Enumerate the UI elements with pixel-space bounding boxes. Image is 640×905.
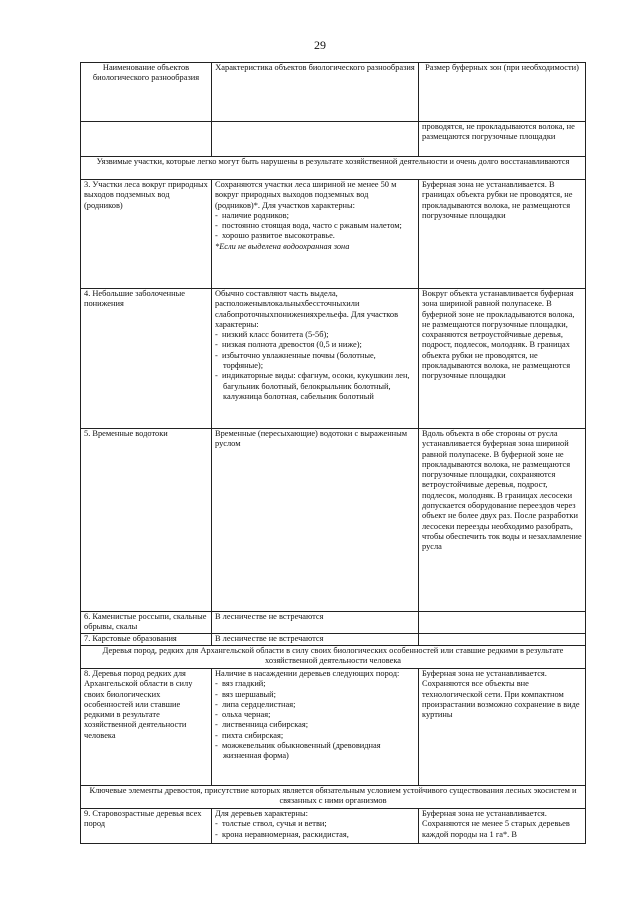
header-col-description: Характеристика объектов биологического разнообразия — [212, 63, 419, 122]
table-row-5 — [81, 429, 586, 612]
row3-buffer: Буферная зона не устанавливается. В границах объекта рубки не проводятся, не прокладываются волока, не размещаются погрузочные площадки — [419, 180, 586, 289]
row5-description: Временные (пересыхающие) водотоки с выраженным руслом — [212, 429, 419, 612]
row3-description — [212, 180, 419, 289]
table-header-row — [81, 63, 586, 122]
row6-name: 6. Каменистые россыпи, скальные обрывы, скалы — [81, 612, 212, 634]
row3-bullet-list — [215, 211, 415, 242]
list-item: - липа сердцелистная; — [215, 700, 415, 710]
header-col-name: Наименование объектов биологического разнообразия — [81, 63, 212, 122]
section-row-vulnerable — [81, 157, 586, 180]
biodiversity-table — [80, 62, 586, 844]
row8-desc-text: Наличие в насаждении деревьев следующих пород: — [215, 669, 400, 678]
row9-desc-text: Для деревьев характерны: — [215, 809, 308, 818]
list-item: - толстые ствол, сучья и ветви; — [215, 819, 415, 829]
list-item: - вяз шершавый; — [215, 690, 415, 700]
row4-desc-text: Обычно составляют часть выдела, расположенывлокальныхбессточныхили слабопроточныхпониженияхрельефа. Для участков характерны: — [215, 289, 399, 329]
row6-description: В лесничестве не встречаются — [212, 612, 419, 634]
table-row-6 — [81, 612, 586, 634]
row8-name: 8. Деревья пород редких для Архангельской области в силу своих биологических особенностей или ставшие редкими в результате хозяйственной деятельности человека — [81, 669, 212, 786]
list-item: - хорошо развитое высокотравье. — [215, 231, 415, 241]
row7-description: В лесничестве не встречаются — [212, 634, 419, 646]
row5-buffer: Вдоль объекта в обе стороны от русла устанавливается буферная зона шириной равной полупасеке. В буферной зоне не прокладываются волока, не размещаются погрузочные площадки, сохраняются ветроустойчивые деревья, подрост, подлесок, молодняк. В границах лесосеки допускается оборудование переездов через объект не более двух раз. После разработки лесосеки переезды необходимо разобрать, чтобы обеспечить ток воды и незахламление русла — [419, 429, 586, 612]
row8-description — [212, 669, 419, 786]
row8-buffer: Буферная зона не устанавливается. Сохраняются все объекты вне технологической сети. При компактном произрастании возможно сохранение в виде куртины — [419, 669, 586, 786]
row9-description — [212, 809, 419, 844]
row5-name: 5. Временные водотоки — [81, 429, 212, 612]
row4-description — [212, 289, 419, 429]
section-title-vulnerable: Уязвимые участки, которые легко могут быть нарушены в результате хозяйственной деятельности и очень долго восстанавливаются — [81, 157, 586, 180]
row9-bullet-list — [215, 819, 415, 840]
list-item: - можжевельник обыкновенный (древовидная жизненная форма) — [215, 741, 415, 762]
table-row-4 — [81, 289, 586, 429]
table-row-7 — [81, 634, 586, 646]
table-row-9 — [81, 809, 586, 844]
list-item: - наличие родников; — [215, 211, 415, 221]
row4-buffer: Вокруг объекта устанавливается буферная зона шириной равной полупасеке. В буферной зоне не прокладываются волока, не размещаются погрузочные площадки, сохраняются ветроустойчивые деревья, подрост, подлесок, молодняк. В границах объекта рубки не проводятся, не прокладываются волока, не размещаются погрузочные площадки — [419, 289, 586, 429]
table-row-continuation — [81, 122, 586, 157]
list-item: - избыточно увлажненные почвы (болотные, торфяные); — [215, 351, 415, 372]
row3-name: 3. Участки леса вокруг природных выходов подземных вод (родников) — [81, 180, 212, 289]
list-item: - ольха черная; — [215, 710, 415, 720]
row7-name: 7. Карстовые образования — [81, 634, 212, 646]
list-item: - вяз гладкий; — [215, 679, 415, 689]
row4-name: 4. Небольшие заболоченные понижения — [81, 289, 212, 429]
table-row-8 — [81, 669, 586, 786]
list-item: - крона неравномерная, раскидистая, — [215, 830, 415, 840]
row3-note: *Если не выделена водоохранная зона — [215, 241, 350, 251]
row4-bullet-list — [215, 330, 415, 402]
page-number: 29 — [314, 38, 326, 52]
row3-desc-text: Сохраняются участки леса шириной не менее 50 м вокруг природных выходов подземных вод (родников)*. Для участков характерны: — [215, 180, 397, 210]
header-col-buffer: Размер буферных зон (при необходимости) — [419, 63, 586, 122]
list-item: - низкий класс бонитета (5-5б); — [215, 330, 415, 340]
list-item: - постоянно стоящая вода, часто с ржавым налетом; — [215, 221, 415, 231]
row8-bullet-list — [215, 679, 415, 761]
section-row-key — [81, 786, 586, 809]
list-item: - низкая полнота древостоя (0,5 и ниже); — [215, 340, 415, 350]
section-title-rare: Деревья пород, редких для Архангельской области в силу своих биологических особенностей или ставшие редкими в результате хозяйственной деятельности человека — [81, 646, 586, 669]
section-row-rare — [81, 646, 586, 669]
row9-name: 9. Старовозрастные деревья всех пород — [81, 809, 212, 844]
row9-buffer: Буферная зона не устанавливается. Сохраняются не менее 5 старых деревьев каждой породы на 1 га*. В — [419, 809, 586, 844]
list-item: - лиственница сибирская; — [215, 720, 415, 730]
continuation-buffer: проводятся, не прокладываются волока, не размещаются погрузочные площадки — [419, 122, 586, 157]
section-title-key: Ключевые элементы древостоя, присутствие которых является обязательным условием устойчивого существования лесных экосистем и связанных с ними организмов — [81, 786, 586, 809]
list-item: - индикаторные виды: сфагнум, осоки, кукушкин лен, багульник болотный, белокрыльник болотный, калужница болотная, сабельник болотный — [215, 371, 415, 402]
list-item: - пихта сибирская; — [215, 731, 415, 741]
table-row-3 — [81, 180, 586, 289]
